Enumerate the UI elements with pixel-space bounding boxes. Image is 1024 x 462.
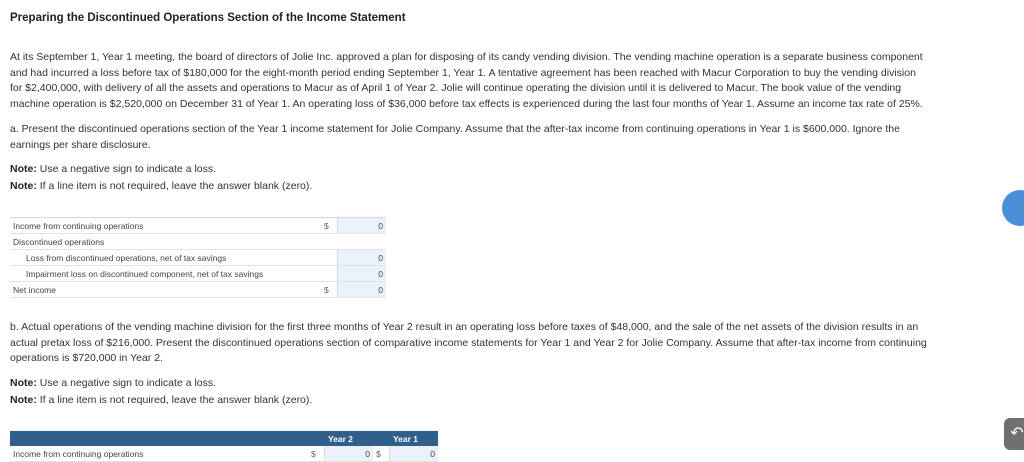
column-header-year-1: Year 1	[373, 431, 438, 446]
note-label: Note:	[10, 163, 37, 175]
currency-sign: $	[321, 282, 338, 298]
note-label: Note:	[10, 180, 37, 192]
part-a-line: earnings per share disclosure.	[10, 138, 151, 151]
table-row	[10, 446, 438, 462]
currency-sign	[321, 266, 338, 282]
back-arrow-icon[interactable]: ↶	[1004, 418, 1024, 450]
note-label: Note:	[10, 394, 37, 406]
net-income-input[interactable]: 0	[338, 282, 387, 298]
part-b-prompt	[10, 320, 1024, 367]
table-row	[10, 234, 386, 250]
intro-line: At its September 1, Year 1 meeting, the board of directors of Jolie Inc. approved a plan for disposing of its candy vending division. The vending machine operation is a separate business component	[10, 51, 923, 63]
note-3	[10, 377, 216, 389]
year2-income-continuing-input[interactable]: 0	[325, 446, 374, 462]
intro-line: machine operation is $2,520,000 on December 31 of Year 1. An operating loss of $36,000 before tax effects is experienced during the last four months of Year 1. Assume an income tax rate of 25%.	[10, 97, 923, 110]
row-label: Discontinued operations	[10, 234, 321, 250]
part-a-line: a. Present the discontinued operations section of the Year 1 income statement for Jolie Company. Assume that the after-tax income from continuing operations in Year 1 is $600,000. Ignore the	[10, 123, 900, 135]
part-b-line: operations is $720,000 in Year 2.	[10, 352, 163, 364]
note-text: Use a negative sign to indicate a loss.	[39, 163, 217, 175]
table-row	[10, 266, 386, 282]
part-a-table	[10, 217, 386, 298]
note-label: Note:	[10, 377, 37, 389]
note-text: If a line item is not required, leave the answer blank (zero).	[39, 394, 313, 406]
problem-intro	[10, 50, 1024, 112]
currency-sign: $	[373, 446, 390, 462]
floating-action-button[interactable]	[1002, 190, 1024, 226]
part-a-prompt	[10, 122, 1010, 153]
part-b-line: b. Actual operations of the vending machine division for the first three months of Year 2 result in an operating loss before taxes of $48,000, and the sale of the net assets of the division results in an	[10, 321, 919, 333]
row-label: Loss from discontinued operations, net of tax savings	[10, 250, 321, 266]
note-text: If a line item is not required, leave the answer blank (zero).	[39, 180, 313, 192]
note-1	[10, 163, 216, 175]
row-label: Net income	[10, 282, 321, 298]
part-b-line: actual pretax loss of $216,000. Present the discontinued operations section of comparative income statements for Year 1 and Year 2 for Jolie Company. Assume that after-tax income from continuing	[10, 336, 927, 349]
note-2	[10, 180, 312, 192]
currency-sign: $	[308, 446, 325, 462]
table-row	[10, 282, 386, 298]
row-label: Impairment loss on discontinued component, net of tax savings	[10, 266, 321, 282]
loss-discontinued-input[interactable]: 0	[338, 250, 387, 266]
currency-sign	[321, 234, 338, 250]
empty-cell	[338, 234, 387, 250]
header-blank	[10, 431, 308, 446]
row-label: Income from continuing operations	[10, 446, 308, 462]
intro-line: for $2,400,000, with delivery of all the assets and operations to Macur as of April 1 of Year 2. Jolie will continue operating the division until it is delivered to Macur. The book value of the vending	[10, 82, 902, 94]
row-label: Income from continuing operations	[10, 218, 321, 234]
table-row	[10, 218, 386, 234]
year1-income-continuing-input[interactable]: 0	[390, 446, 439, 462]
note-4	[10, 394, 312, 406]
table-header-row	[10, 431, 438, 446]
currency-sign	[321, 250, 338, 266]
column-header-year-2: Year 2	[308, 431, 373, 446]
income-continuing-input[interactable]: 0	[338, 218, 387, 234]
currency-sign: $	[321, 218, 338, 234]
note-text: Use a negative sign to indicate a loss.	[39, 377, 217, 389]
page-title: Preparing the Discontinued Operations Section of the Income Statement	[10, 12, 406, 24]
impairment-loss-input[interactable]: 0	[338, 266, 387, 282]
part-b-table	[10, 431, 438, 462]
table-row	[10, 250, 386, 266]
intro-line: and had incurred a loss before tax of $180,000 for the eight-month period ending September 1, Year 1. A tentative agreement has been reached with Macur Corporation to buy the vending division	[10, 66, 916, 79]
